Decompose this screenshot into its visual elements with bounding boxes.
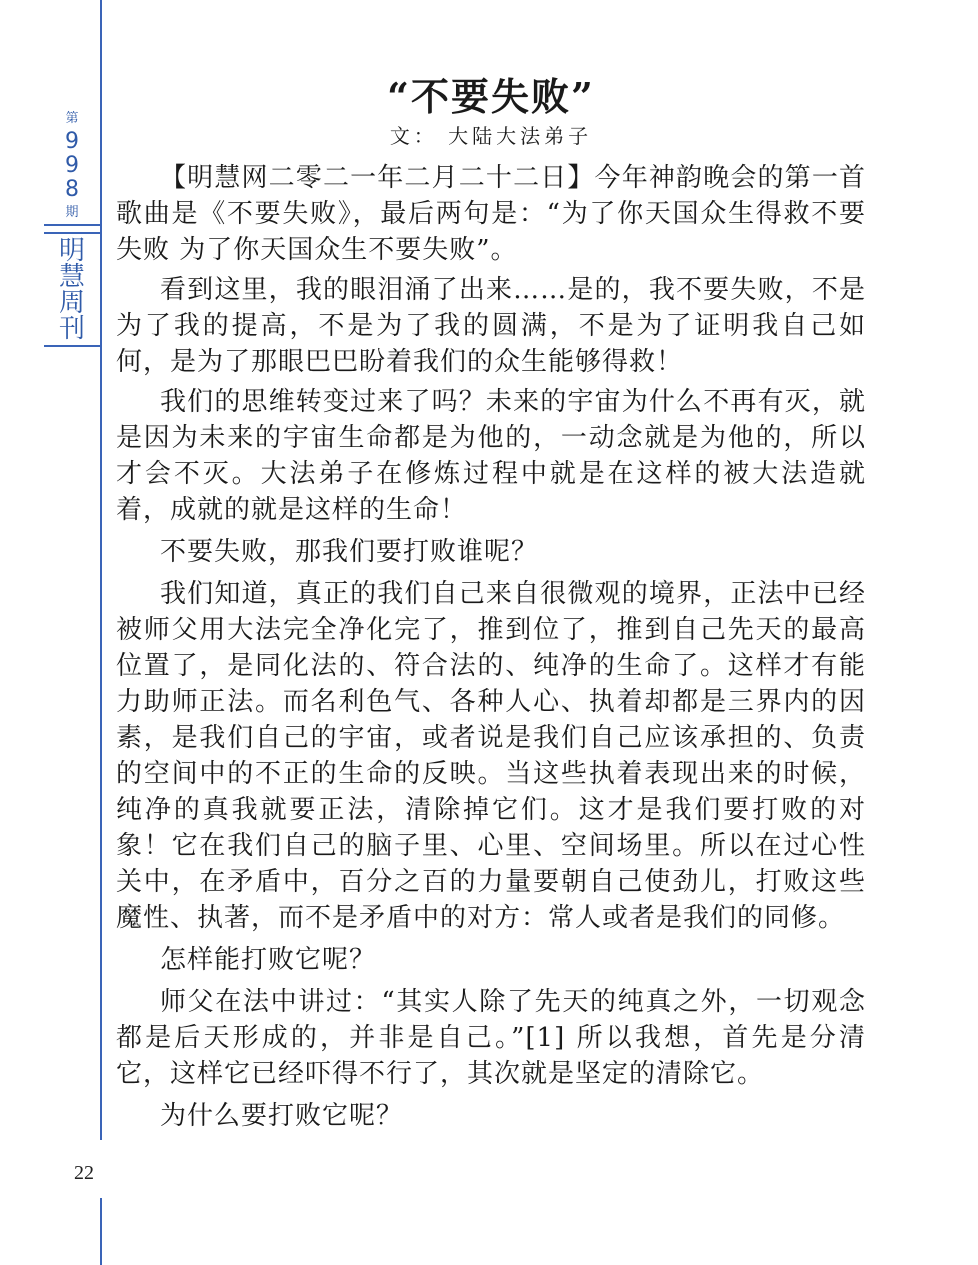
sidebar-rule-vertical [100,0,102,1140]
paragraph: 我们知道，真正的我们自己来自很微观的境界，正法中已经被师父用大法完全净化完了，推到位了，推到自己先天的最高位置了，是同化法的、符合法的、纯净的生命了。这样才有能力助师正法。而名利色气、各种人心、执着却都是三界内的因素，是我们自己的宇宙，或者说是我们自己应该承担的、负责的空间中的不正的生命的反映。当这些执着表现出来的时候，纯净的真我就要正法，清除掉它们。这才是我们要打败的对象！它在我们自己的脑子里、心里、空间场里。所以在过心性关中，在矛盾中，百分之百的力量要朝自己使劲儿，打败这些魔性、执著，而不是矛盾中的对方：常人或者是我们的同修。 [116,579,866,933]
magazine-char: 刊 [58,314,85,344]
issue-number [44,108,100,224]
paragraph: 怎样能打败它呢？ [160,945,377,975]
issue-prefix: 第 [65,111,79,126]
paragraph: 师父在法中讲过：“其实人除了先天的纯真之外，一切观念都是后天形成的，并非是自己。”[1] 所以我想，首先是分清它，这样它已经吓得不行了，其次就是坚定的清除它。 [116,987,866,1089]
article-body [116,160,866,1138]
paragraph: 为什么要打败它呢？ [160,1101,404,1131]
issue-digit: 8 [65,177,79,202]
sidebar-divider [44,232,100,234]
issue-suffix: 期 [65,205,79,220]
magazine-char: 周 [58,288,85,318]
sidebar-rule-vertical-bottom [100,1198,102,1265]
magazine-char: 慧 [58,262,85,292]
paragraph: 【明慧网二零二一年二月二十二日】今年神韵晚会的第一首歌曲是《不要失败》，最后两句是：“为了你天国众生得救不要失败 为了你天国众生不要失败”。 [116,163,866,265]
sidebar-divider [44,224,100,226]
article-byline: 文： 大陆大法弟子 [389,124,593,148]
sidebar-divider [44,345,100,347]
page-number: 22 [74,1162,94,1184]
magazine-char: 明 [58,236,85,266]
paragraph: 看到这里，我的眼泪涌了出来……是的，我不要失败，不是为了我的提高，不是为了我的圆满，不是为了证明我自己如何，是为了那眼巴巴盼着我们的众生能够得救！ [116,275,866,377]
paragraph: 不要失败，那我们要打败谁呢？ [160,537,539,567]
article-title: “不要失败” [387,74,595,119]
paragraph: 我们的思维转变过来了吗？未来的宇宙为什么不再有灭，就是因为未来的宇宙生命都是为他的，一动念就是为他的，所以才会不灭。大法弟子在修炼过程中就是在这样的被大法造就着，成就的就是这样的生命！ [116,387,866,525]
issue-digit: 9 [65,129,79,154]
magazine-name [44,238,100,342]
issue-digit: 9 [65,153,79,178]
